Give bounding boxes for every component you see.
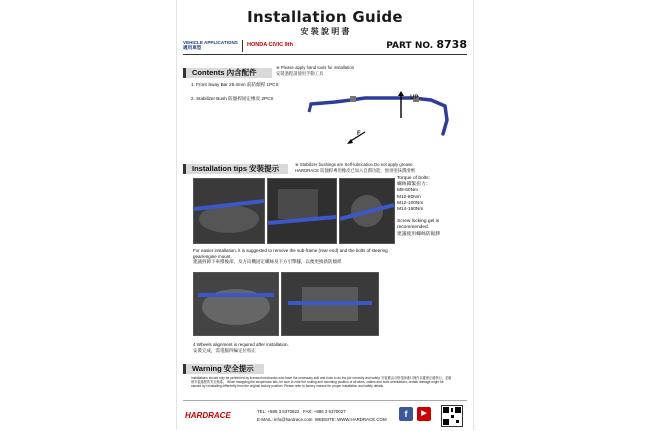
part-number: PART NO. 8738 xyxy=(386,38,467,51)
contents-list xyxy=(191,82,279,110)
torque-value: M14-160Nm xyxy=(397,207,424,213)
install-photo xyxy=(193,178,265,244)
qr-code-icon xyxy=(441,405,463,427)
facebook-icon[interactable]: f xyxy=(399,407,413,421)
list-item: 1. Front Sway Bar 25.4mm 前防傾桿 1PCS xyxy=(191,82,279,87)
up-arrowhead-icon xyxy=(398,91,404,96)
torque-value: M10-80Nm xyxy=(397,194,421,200)
alignment-caption: 4 Wheels alignment is required after installation. 安裝完成，需電腦四輪定位校正 xyxy=(193,342,289,353)
torque-value: M12-100Nm xyxy=(397,200,424,206)
sway-bar-end xyxy=(309,104,311,112)
torque-value: M8-60Nm xyxy=(397,188,419,194)
sway-bar-shape xyxy=(311,95,447,134)
contact-web: E-MAIL: info@hardrace.com WEBSITE: WWW.HARDRACE.COM xyxy=(257,417,387,422)
bushing-note: ※ Stabilizer bushings are Self-lubrication.Do not apply grease. HARDRACE 防傾桿專用橡皮已加入自潤功能，無須塗抹潤滑劑 xyxy=(295,162,415,173)
warning-text: Installations should only be performed by licensed mechanics who have the necessary skill and tools to do the job correctly and safely. 安裝應由合格技師進行操作以確保正確執行，並確保安裝過程的安全無虞。 When swapping the suspension kits, be sure to note the routing and mounting position of all wires, cables and bolts orientations; certain damage might be caused by reinstalling differently from the original factory position. Please refer to factory manual for proper installation and safety details. xyxy=(191,376,452,389)
youtube-icon[interactable]: ▶ xyxy=(417,407,431,421)
install-photo xyxy=(267,178,337,244)
removal-caption: For easier installation, it is suggested to remove the sub-frame (rear end) and the bolts of steering gear/engine mount. 建議拆卸下車撐後部，及方向機固定螺絲及下方引擎腳，以便更換新防傾桿 xyxy=(193,248,388,265)
footer xyxy=(183,400,467,429)
contact-phone: TEL: +886 3 5370822 FAX: +886 3 5370027 xyxy=(257,409,346,414)
up-label: UP xyxy=(410,95,419,101)
install-photo xyxy=(193,272,279,336)
page-title: Installation Guide xyxy=(247,8,403,26)
screw-note-cn: 建議使用螺絲防鬆膠 xyxy=(397,231,441,237)
hardrace-logo: HARDRACE xyxy=(185,411,231,420)
hand-tools-note: ※ Please apply hand tools for installation 安裝過程請使用手動工具 xyxy=(276,65,355,76)
vehicle-applications-label: VEHICLE APPLICATIONS 適用車型 xyxy=(183,40,238,50)
page-subtitle: 安 裝 說 明 書 xyxy=(300,27,350,36)
forward-label: F xyxy=(357,131,361,137)
install-photo xyxy=(281,272,379,336)
vehicle-row xyxy=(183,40,467,55)
instruction-sheet xyxy=(176,0,474,430)
divider xyxy=(242,40,243,52)
install-photo xyxy=(339,178,395,244)
warning-heading: Warning 安全提示 xyxy=(183,364,264,374)
torque-specs: Torque of bolts: 螺絲鎖緊扭力： M8-60Nm M10-80Nm M12-100Nm M14-160Nm Screw locking gel is recommended. 建議使用螺絲防鬆膠 xyxy=(397,176,453,238)
installation-tips-heading: Installation tips 安裝提示 xyxy=(183,164,288,174)
bush-icon xyxy=(350,96,356,102)
vehicle-name: HONDA CIVIC 9th xyxy=(247,42,293,48)
sway-bar-diagram xyxy=(305,80,465,150)
list-item: 2. Stabilizer Bush 防傾桿固定橡皮 2PCS xyxy=(191,96,274,101)
screw-note: Screw locking gel is recommended. xyxy=(397,219,440,231)
contents-heading: Contents 內含配件 xyxy=(183,68,272,78)
